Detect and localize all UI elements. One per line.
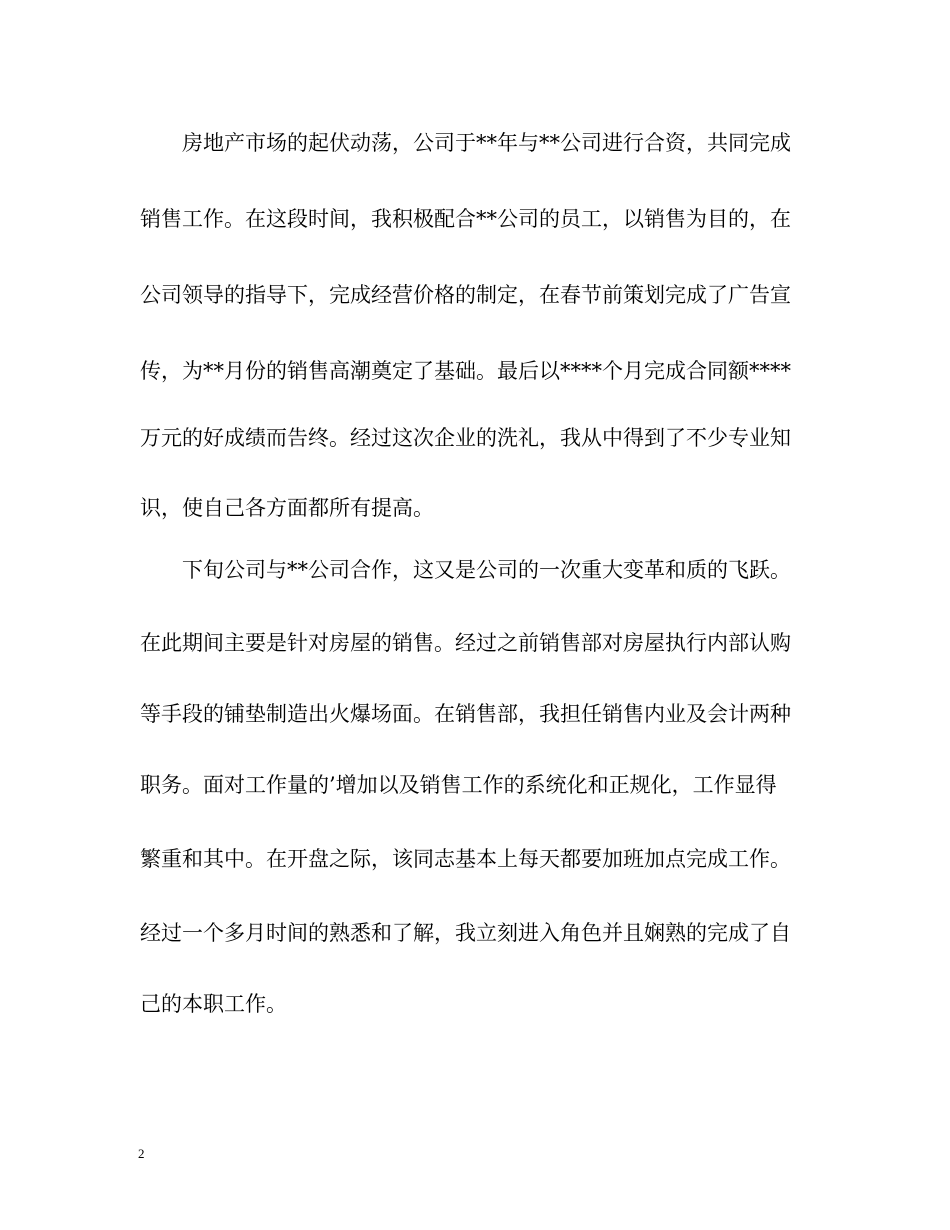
- paragraph-line: 经过一个多月时间的熟悉和了解，我立刻进入角色并且娴熟的完成了自: [140, 921, 791, 945]
- paragraph-line: 公司领导的指导下，完成经营价格的制定，在春节前策划完成了广告宣: [140, 283, 791, 307]
- paragraph-line: 繁重和其中。在开盘之际，该同志基本上每天都要加班加点完成工作。: [140, 847, 791, 871]
- paragraph-line: 传，为**月份的销售高潮奠定了基础。最后以****个月完成合同额****: [140, 359, 791, 383]
- paragraph-line: 等手段的铺垫制造出火爆场面。在销售部，我担任销售内业及会计两种: [140, 702, 791, 726]
- paragraph-line: 识，使自己各方面都所有提高。: [140, 496, 434, 520]
- paragraph-line: 职务。面对工作量的’增加以及销售工作的系统化和正规化，工作显得: [140, 773, 777, 797]
- paragraph-line: 万元的好成绩而告终。经过这次企业的洗礼，我从中得到了不少专业知: [140, 426, 791, 450]
- paragraph-line: 房地产市场的起伏动荡，公司于**年与**公司进行合资，共同完成: [182, 131, 791, 155]
- paragraph-line: 下旬公司与**公司合作，这又是公司的一次重大变革和质的飞跃。: [182, 558, 791, 582]
- paragraph-line: 销售工作。在这段时间，我积极配合**公司的员工，以销售为目的，在: [140, 207, 791, 231]
- paragraph-line: 己的本职工作。: [140, 992, 287, 1016]
- page-number: 2: [138, 1146, 145, 1161]
- paragraph-line: 在此期间主要是针对房屋的销售。经过之前销售部对房屋执行内部认购: [140, 631, 791, 655]
